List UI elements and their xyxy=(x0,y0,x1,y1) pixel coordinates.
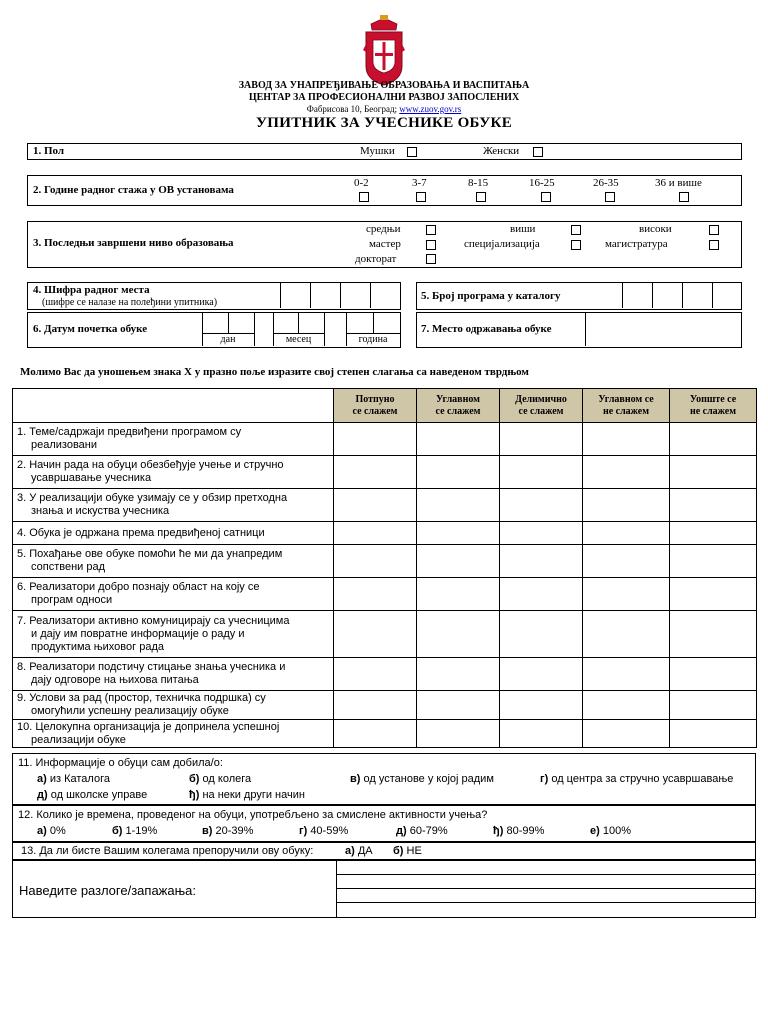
q12-option-dj[interactable]: ђ) 80-99% xyxy=(493,825,545,837)
instruction-text: Молимо Вас да уношењем знака Х у празно поље изразите свој степен слагања са наведеном тврдњом xyxy=(20,366,529,378)
rating-header-blank xyxy=(13,389,334,423)
rating-cell[interactable] xyxy=(417,658,500,691)
q4-label: 4. Шифра радног места xyxy=(33,284,150,296)
rating-cell[interactable] xyxy=(670,691,757,720)
q3-checkbox-university[interactable] xyxy=(709,225,719,235)
q3-label: 3. Последњи завршени ниво образовања xyxy=(33,237,234,249)
rating-cell[interactable] xyxy=(583,423,670,456)
rating-cell[interactable] xyxy=(500,423,583,456)
q11-source-box xyxy=(12,753,756,805)
rating-cell[interactable] xyxy=(334,522,417,545)
header-mostly-disagree: Углавном се не слажем xyxy=(583,389,670,423)
q2-checkbox-0-2[interactable] xyxy=(359,192,369,202)
q6-year-label: година xyxy=(358,334,388,345)
q2-option-16-25: 16-25 xyxy=(529,177,555,189)
rating-cell[interactable] xyxy=(670,423,757,456)
address: Фабрисова 10, Београд; xyxy=(306,104,398,114)
statement-10: 10. Целокупна организација је допринела успешној реализацији обуке xyxy=(13,720,334,748)
q7-location-box xyxy=(416,312,742,348)
rating-cell[interactable] xyxy=(500,489,583,522)
q3-option-university: високи xyxy=(639,223,672,235)
q2-option-26-35: 26-35 xyxy=(593,177,619,189)
rating-cell[interactable] xyxy=(500,691,583,720)
rating-header-row xyxy=(13,389,757,423)
q1-female-checkbox[interactable] xyxy=(533,147,543,157)
rating-cell[interactable] xyxy=(334,578,417,611)
rating-cell[interactable] xyxy=(583,545,670,578)
q1-male-label: Мушки xyxy=(360,145,395,157)
q3-checkbox-master[interactable] xyxy=(426,240,436,250)
q1-female-label: Женски xyxy=(483,145,520,157)
rating-cell[interactable] xyxy=(670,611,757,658)
q5-number-cells[interactable] xyxy=(623,283,741,308)
q2-checkbox-3-7[interactable] xyxy=(416,192,426,202)
rating-cell[interactable] xyxy=(583,611,670,658)
q7-label: 7. Место одржавања обуке xyxy=(421,323,552,335)
q13-yes-option[interactable]: а) ДА xyxy=(345,845,373,857)
rating-cell[interactable] xyxy=(670,489,757,522)
rating-cell[interactable] xyxy=(583,456,670,489)
q2-label: 2. Године радног стажа у ОВ установама xyxy=(33,184,234,196)
q2-checkbox-26-35[interactable] xyxy=(605,192,615,202)
rating-cell[interactable] xyxy=(670,658,757,691)
coat-of-arms-icon xyxy=(363,14,405,86)
q3-option-doctorate: докторат xyxy=(355,253,397,265)
rating-table xyxy=(12,388,757,748)
rating-cell[interactable] xyxy=(583,522,670,545)
table-row xyxy=(13,489,757,522)
rating-cell[interactable] xyxy=(670,720,757,748)
q6-month-label: месец xyxy=(285,334,312,345)
rating-cell[interactable] xyxy=(417,489,500,522)
q3-checkbox-magistracy[interactable] xyxy=(709,240,719,250)
q3-checkbox-secondary[interactable] xyxy=(426,225,436,235)
header-mostly-agree: Углавном се слажем xyxy=(417,389,500,423)
q4-workplace-code-box xyxy=(27,282,401,310)
q1-label: 1. Пол xyxy=(33,145,65,157)
rating-cell[interactable] xyxy=(417,578,500,611)
statement-9: 9. Услови за рад (простор, техничка подршка) су омогућили успешну реализацију обуке xyxy=(13,691,334,720)
q2-option-36-plus: 36 и више xyxy=(655,177,702,189)
q12-option-a[interactable]: а) 0% xyxy=(37,825,66,837)
q11-option-b[interactable]: б) од колега xyxy=(189,773,252,785)
q5-label: 5. Број програма у каталогу xyxy=(421,290,561,302)
q4-note: (шифре се налазе на полеђини упитника) xyxy=(42,297,218,308)
q2-experience-box xyxy=(27,175,742,206)
rating-cell[interactable] xyxy=(334,720,417,748)
rating-cell[interactable] xyxy=(334,611,417,658)
statement-4: 4. Обука је одржана према предвиђеној сатници xyxy=(13,522,334,545)
rating-cell[interactable] xyxy=(417,423,500,456)
rating-cell[interactable] xyxy=(500,720,583,748)
q3-checkbox-doctorate[interactable] xyxy=(426,254,436,264)
header-fully-agree: Потпуно се слажем xyxy=(334,389,417,423)
rating-cell[interactable] xyxy=(417,545,500,578)
q6-date-cells[interactable] xyxy=(203,313,400,333)
rating-cell[interactable] xyxy=(334,658,417,691)
table-row xyxy=(13,545,757,578)
table-row xyxy=(13,456,757,489)
table-row xyxy=(13,578,757,611)
q13-label: 13. Да ли бисте Вашим колегама препоручили ову обуку: xyxy=(21,845,314,857)
q2-option-3-7: 3-7 xyxy=(412,177,427,189)
table-row xyxy=(13,611,757,658)
rating-cell[interactable] xyxy=(500,658,583,691)
q3-option-magistracy: магистратура xyxy=(605,238,668,250)
q11-option-a[interactable]: а) из Каталога xyxy=(37,773,110,785)
rating-cell[interactable] xyxy=(500,611,583,658)
q2-checkbox-16-25[interactable] xyxy=(541,192,551,202)
rating-cell[interactable] xyxy=(334,423,417,456)
rating-cell[interactable] xyxy=(334,691,417,720)
header-partly-agree: Делимично се слажем xyxy=(500,389,583,423)
statement-1: 1. Теме/садржаји предвиђени програмом су реализовани xyxy=(13,423,334,456)
q11-option-dj[interactable]: ђ) на неки други начин xyxy=(189,789,305,801)
rating-cell[interactable] xyxy=(670,456,757,489)
q11-option-d[interactable]: д) од школске управе xyxy=(37,789,148,801)
statement-3: 3. У реализацији обуке узимају се у обзир претходна знања и искуства учесника xyxy=(13,489,334,522)
rating-cell[interactable] xyxy=(334,489,417,522)
header-fully-disagree: Уопште се не слажем xyxy=(670,389,757,423)
q11-option-v[interactable]: в) од установе у којој радим xyxy=(350,773,494,785)
q7-location-field[interactable] xyxy=(586,313,741,346)
rating-cell[interactable] xyxy=(583,691,670,720)
q6-day-label: дан xyxy=(220,334,236,345)
q11-option-g[interactable]: г) од центра за стручно усавршавање xyxy=(540,773,734,785)
statement-8: 8. Реализатори подстичу стицање знања учесника и дају одговоре на њихова питања xyxy=(13,658,334,691)
q3-option-higher: виши xyxy=(510,223,536,235)
q12-option-d[interactable]: д) 60-79% xyxy=(396,825,448,837)
q12-option-g[interactable]: г) 40-59% xyxy=(299,825,349,837)
comments-box xyxy=(12,860,756,918)
table-row xyxy=(13,522,757,545)
statement-5: 5. Похађање ове обуке помоћи ће ми да унапредим сопствени рад xyxy=(13,545,334,578)
comments-label: Наведите разлоге/запажања: xyxy=(19,883,196,898)
rating-cell[interactable] xyxy=(583,720,670,748)
q4-code-cells[interactable] xyxy=(281,283,401,308)
rating-cell[interactable] xyxy=(583,658,670,691)
rating-cell[interactable] xyxy=(500,522,583,545)
q2-option-8-15: 8-15 xyxy=(468,177,489,189)
institution-name: ЗАВОД ЗА УНАПРЕЂИВАЊЕ ОБРАЗОВАЊА И ВАСПИТАЊА xyxy=(238,80,530,91)
q5-program-number-box xyxy=(416,282,742,310)
q12-option-v[interactable]: в) 20-39% xyxy=(202,825,254,837)
table-row xyxy=(13,720,757,748)
q3-checkbox-specialization[interactable] xyxy=(571,240,581,250)
rating-cell[interactable] xyxy=(334,456,417,489)
q12-option-b[interactable]: б) 1-19% xyxy=(112,825,158,837)
q3-option-specialization: специјализација xyxy=(464,238,540,250)
q3-education-box xyxy=(27,221,742,268)
q12-label: 12. Колико је времена, проведеног на обуци, употребљено за смислене активности учења? xyxy=(18,809,488,821)
q2-checkbox-36-plus[interactable] xyxy=(679,192,689,202)
table-row xyxy=(13,423,757,456)
rating-cell[interactable] xyxy=(417,456,500,489)
statement-2: 2. Начин рада на обуци обезбеђује учење и стручно усавршавање учесника xyxy=(13,456,334,489)
table-row xyxy=(13,658,757,691)
rating-cell[interactable] xyxy=(500,456,583,489)
rating-cell[interactable] xyxy=(670,545,757,578)
center-name: ЦЕНТАР ЗА ПРОФЕСИОНАЛНИ РАЗВОЈ ЗАПОСЛЕНИХ xyxy=(248,92,520,103)
address-line xyxy=(0,104,768,114)
statement-6: 6. Реализатори добро познају област на коју се програм односи xyxy=(13,578,334,611)
rating-cell[interactable] xyxy=(670,578,757,611)
rating-cell[interactable] xyxy=(500,578,583,611)
rating-cell[interactable] xyxy=(500,545,583,578)
q13-recommend-box xyxy=(12,842,756,860)
rating-cell[interactable] xyxy=(417,720,500,748)
q3-option-secondary: средњи xyxy=(366,223,401,235)
q3-option-master: мастер xyxy=(369,238,401,250)
comments-field[interactable] xyxy=(337,861,755,917)
q6-label: 6. Датум почетка обуке xyxy=(33,323,148,335)
rating-cell[interactable] xyxy=(583,578,670,611)
website-link[interactable]: www.zuov.gov.rs xyxy=(399,104,462,114)
rating-cell[interactable] xyxy=(417,611,500,658)
q1-gender-box xyxy=(27,143,742,160)
rating-cell[interactable] xyxy=(583,489,670,522)
q11-label: 11. Информације о обуци сам добила/о: xyxy=(18,757,223,769)
q13-no-option[interactable]: б) НЕ xyxy=(393,845,422,857)
q2-option-0-2: 0-2 xyxy=(354,177,369,189)
q1-male-checkbox[interactable] xyxy=(407,147,417,157)
q6-start-date-box xyxy=(27,312,401,348)
table-row xyxy=(13,691,757,720)
statement-7: 7. Реализатори активно комуницирају са учесницима и дају им повратне информације о раду и продуктима њиховог рада xyxy=(13,611,334,658)
form-title: УПИТНИК ЗА УЧЕСНИКЕ ОБУКЕ xyxy=(255,115,513,131)
rating-cell[interactable] xyxy=(334,545,417,578)
q12-option-e[interactable]: е) 100% xyxy=(590,825,631,837)
rating-cell[interactable] xyxy=(417,691,500,720)
rating-cell[interactable] xyxy=(417,522,500,545)
q12-time-box xyxy=(12,805,756,842)
q3-checkbox-higher[interactable] xyxy=(571,225,581,235)
q2-checkbox-8-15[interactable] xyxy=(476,192,486,202)
rating-cell[interactable] xyxy=(670,522,757,545)
